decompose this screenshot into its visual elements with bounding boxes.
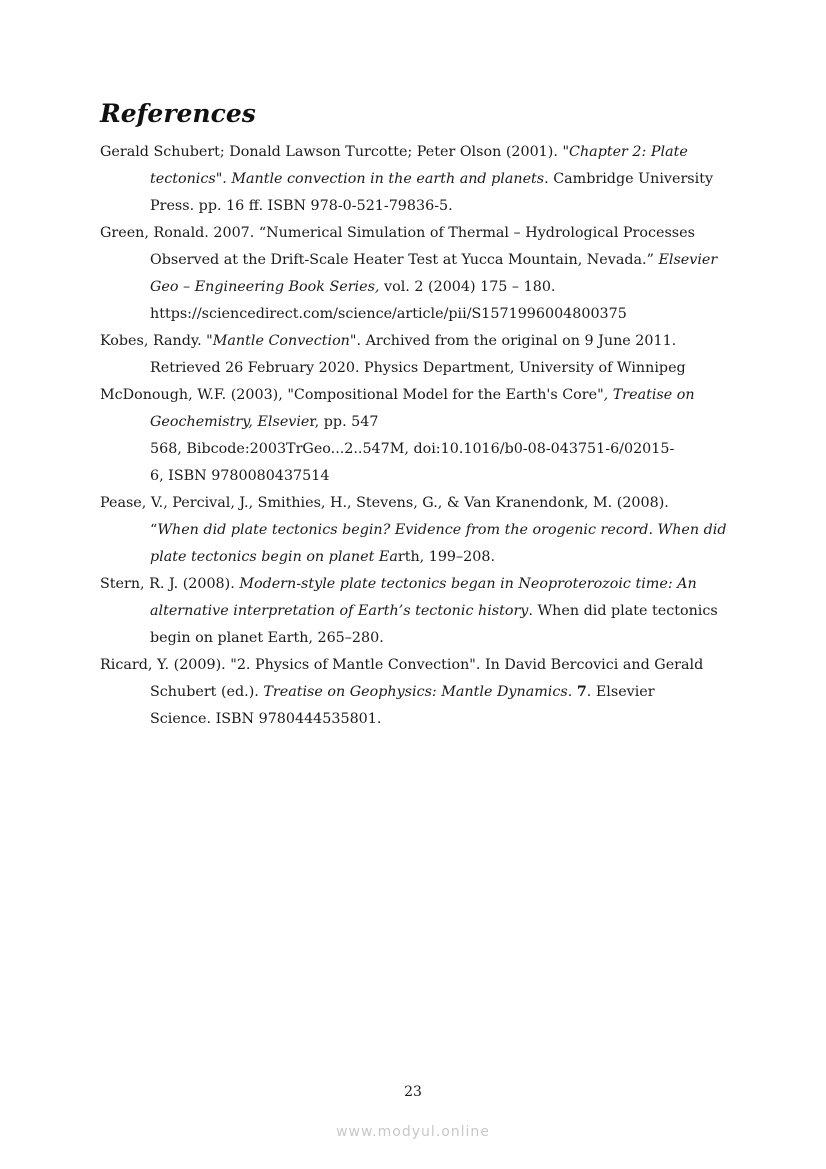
italic-title-text: ", Treatise on <box>597 387 695 403</box>
reference-text: Schubert (ed.). <box>150 684 264 700</box>
reference-line <box>150 706 740 733</box>
volume-number: 7 <box>576 684 587 700</box>
reference-line <box>150 436 740 463</box>
italic-title-text: When did plate tectonics begin? Evidence from the orogenic record. When did <box>157 522 727 538</box>
reference-line <box>150 598 740 625</box>
reference-text: Green, Ronald. 2007. “Numerical Simulation of Thermal – Hydrological Processes <box>100 225 695 241</box>
reference-line <box>100 571 740 598</box>
reference-text: . When did plate tectonics <box>528 603 718 619</box>
italic-title-text: Modern-style plate tectonics began in Neoproterozoic time: An <box>239 576 697 592</box>
reference-entry <box>100 490 740 571</box>
reference-line <box>150 166 740 193</box>
reference-text: 6, ISBN 9780080437514 <box>150 468 330 484</box>
italic-title-text: Elsevier <box>658 252 718 268</box>
italic-title-text: Mantle Convection <box>212 333 350 349</box>
reference-text: Retrieved 26 February 2020. Physics Department, University of Winnipeg <box>150 360 686 376</box>
italic-title-text: plate tectonics begin on planet Ea <box>150 549 398 565</box>
reference-entry <box>100 652 740 733</box>
italic-title-text: Geo – Engineering Book Series, <box>150 279 380 295</box>
reference-entry <box>100 139 740 220</box>
reference-line <box>100 490 740 517</box>
reference-line <box>150 679 740 706</box>
reference-text: Observed at the Drift-Scale Heater Test at Yucca Mountain, Nevada.” <box>150 252 659 268</box>
reference-entry <box>100 328 740 382</box>
italic-title-text: Treatise on Geophysics: Mantle Dynamics. <box>263 684 573 700</box>
reference-line <box>150 409 740 436</box>
reference-line <box>100 328 740 355</box>
reference-line <box>100 382 740 409</box>
reference-text: https://sciencedirect.com/science/article/pii/S1571996004800375 <box>150 306 627 322</box>
italic-title-text: Geochemistry, Elsevie <box>150 414 310 430</box>
reference-text: Science. ISBN 9780444535801. <box>150 711 382 727</box>
reference-line <box>100 220 740 247</box>
reference-line <box>150 463 740 490</box>
reference-text: begin on planet Earth, 265–280. <box>150 630 384 646</box>
reference-text: vol. 2 (2004) 175 – 180. <box>379 279 556 295</box>
reference-line <box>150 274 740 301</box>
watermark: www.modyul.online <box>336 1124 490 1140</box>
page-number: 23 <box>404 1084 422 1100</box>
reference-line <box>150 247 740 274</box>
reference-line <box>150 301 740 328</box>
reference-text: Stern, R. J. (2008). <box>100 576 240 592</box>
reference-text: Press. pp. 16 ff. ISBN 978-0-521-79836-5. <box>150 198 453 214</box>
italic-title-text: tectonics". Mantle convection in the earth and planets <box>150 171 545 187</box>
reference-text: . Elsevier <box>586 684 655 700</box>
reference-text: Ricard, Y. (2009). "2. Physics of Mantle Convection". In David Bercovici and Gerald <box>100 657 704 673</box>
reference-line <box>150 625 740 652</box>
reference-line <box>150 517 740 544</box>
reference-entry <box>100 571 740 652</box>
reference-text: Pease, V., Percival, J., Smithies, H., Stevens, G., & Van Kranendonk, M. (2008). <box>100 495 669 511</box>
reference-line <box>150 355 740 382</box>
reference-line <box>150 544 740 571</box>
reference-text: McDonough, W.F. (2003), "Compositional Model for the Earth's Core <box>100 387 598 403</box>
reference-text: rth, 199–208. <box>397 549 496 565</box>
reference-line <box>150 193 740 220</box>
reference-list <box>100 139 740 733</box>
references-heading: References <box>100 99 256 128</box>
italic-title-text: "Chapter 2: Plate <box>562 144 688 160</box>
reference-text: “ <box>150 522 158 538</box>
reference-text: r, pp. 547 <box>309 414 379 430</box>
reference-text: Kobes, Randy. " <box>100 333 213 349</box>
reference-text: Gerald Schubert; Donald Lawson Turcotte; Peter Olson (2001). <box>100 144 563 160</box>
reference-line <box>100 652 740 679</box>
reference-entry <box>100 382 740 490</box>
reference-text: . Cambridge University <box>544 171 714 187</box>
reference-entry <box>100 220 740 328</box>
italic-title-text: alternative interpretation of Earth’s tectonic history <box>150 603 529 619</box>
reference-text: ". Archived from the original on 9 June 2011. <box>349 333 677 349</box>
reference-line <box>100 139 740 166</box>
reference-text: 568, Bibcode:2003TrGeo...2..547M, doi:10.1016/b0-08-043751-6/02015- <box>150 441 675 457</box>
